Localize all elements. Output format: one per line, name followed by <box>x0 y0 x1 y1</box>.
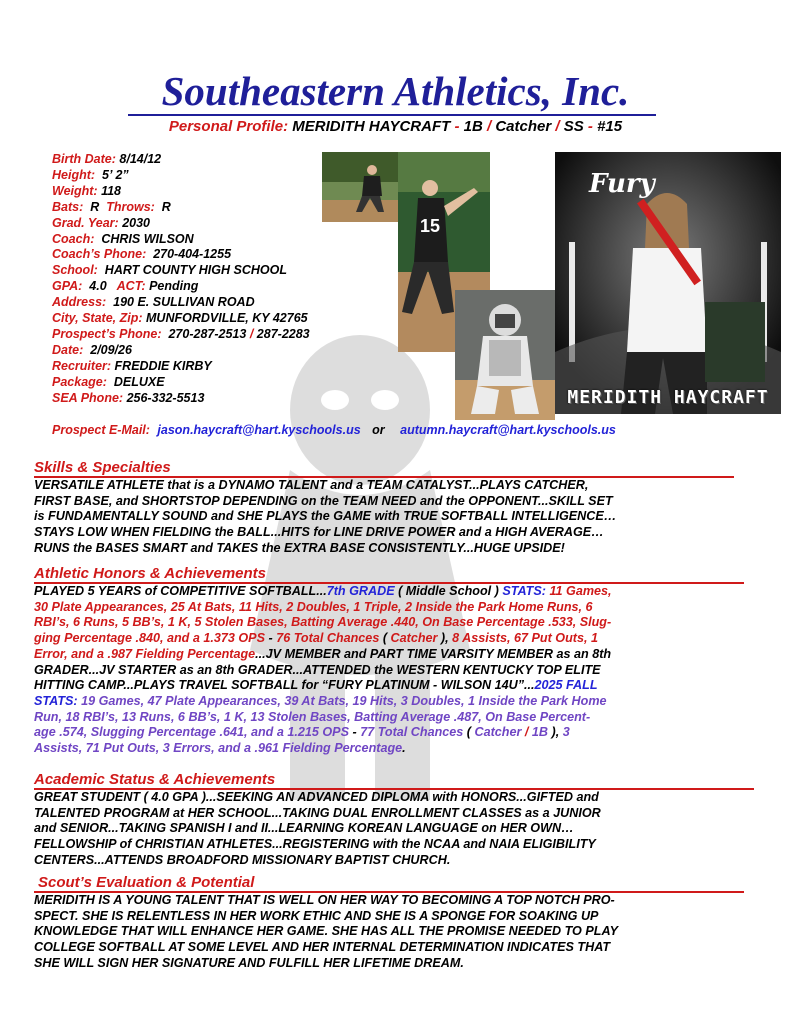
skills-line: FIRST BASE, and SHORTSTOP DEPENDING on the TEAM NEED and the OPPONENT...SKILL SET <box>34 493 613 508</box>
weight-label: Weight: <box>52 183 98 198</box>
act-value: Pending <box>149 279 199 294</box>
city-row <box>52 311 322 327</box>
athletic-heading: Athletic Honors & Achievements <box>34 565 266 582</box>
academic-paragraph <box>34 790 760 869</box>
athletic-stats: 76 Total Chances <box>276 631 380 646</box>
athletic-fall-stats: age .574, Slugging Percentage .641, and a 1.215 OPS <box>34 725 349 740</box>
jersey-number: #15 <box>597 118 623 135</box>
athletic-fall-label: 2025 FALL <box>534 678 598 693</box>
recruiter-value: FREDDIE KIRBY <box>114 358 212 373</box>
school-value: HART COUNTY HIGH SCHOOL <box>104 263 287 278</box>
skills-heading: Skills & Specialties <box>34 459 171 476</box>
athletic-line <box>34 694 760 710</box>
photo-fielding <box>322 152 408 222</box>
athletic-fall-stats: 19 Games, 47 Plate Appearances, 39 At Bats, 19 Hits, 3 Doubles, 1 Inside the Park Home <box>77 693 607 708</box>
birth-date-row <box>52 152 322 168</box>
gpa-value: 4.0 <box>89 279 107 294</box>
athletic-stats: ging Percentage .840, and a 1.373 OPS <box>34 631 265 646</box>
academic-line: and SENIOR...TAKING SPANISH I and II...LEARNING KOREAN LANGUAGE on HER OWN… <box>34 821 574 836</box>
address-row <box>52 295 322 311</box>
profile-details <box>52 152 322 407</box>
recruiter-label: Recruiter: <box>52 358 112 373</box>
scout-line: KNOWLEDGE THAT WILL ENHANCE HER GAME. SHE HAS ALL THE PROMISE NEEDED TO PLAY <box>34 924 619 939</box>
grad-year-row <box>52 216 322 232</box>
athletic-line <box>34 584 760 600</box>
athletic-grade: 7th GRADE <box>326 584 395 598</box>
skills-line: is FUNDAMENTALLY SOUND and SHE PLAYS the GAME with TRUE SOFTBALL INTELLIGENCE… <box>34 509 617 524</box>
prospect-phone-value-2: 287-2283 <box>256 326 310 341</box>
skills-line: VERSATILE ATHLETE that is a DYNAMO TALENT and a TEAM CATALYST...PLAYS CATCHER, <box>34 478 589 492</box>
weight-value: 118 <box>101 183 122 198</box>
scout-line: SPECT. SHE IS RELENTLESS IN HER WORK ETHIC AND SHE IS A SPONGE FOR SOAKING UP <box>34 908 599 923</box>
act-label: ACT: <box>116 279 146 294</box>
sea-phone-row <box>52 391 322 407</box>
scout-line: MERIDITH IS A YOUNG TALENT THAT IS WELL ON HER WAY TO BECOMING A TOP NOTCH PRO- <box>34 893 615 907</box>
scout-paragraph <box>34 893 760 972</box>
slash-separator: / <box>487 118 492 135</box>
bats-label: Bats: <box>52 199 84 214</box>
date-label: Date: <box>52 342 84 357</box>
grad-year-value: 2030 <box>122 215 150 230</box>
position-1b: 1B <box>463 118 483 135</box>
grad-year-label: Grad. Year: <box>52 215 119 230</box>
date-value: 2/09/26 <box>90 342 132 357</box>
athletic-separator: / <box>521 725 532 740</box>
email-label: Prospect E-Mail: <box>52 423 150 437</box>
athletic-stats-label: STATS: <box>34 693 78 708</box>
coach-value: CHRIS WILSON <box>101 231 194 246</box>
scout-line: COLLEGE SOFTBALL AT SOME LEVEL AND HER INTERNAL DETERMINATION INDICATES THAT <box>34 940 611 955</box>
athletic-line <box>34 741 760 757</box>
athletic-text: ( <box>463 725 475 740</box>
position-ss: SS <box>563 118 584 135</box>
throws-value: R <box>161 199 171 214</box>
athletic-stats-line: 30 Plate Appearances, 25 At Bats, 11 Hits, 2 Doubles, 1 Triple, 2 Inside the Park Home Runs, 6 <box>34 599 593 614</box>
coach-row <box>52 232 322 248</box>
package-label: Package: <box>52 374 107 389</box>
athletic-text: ( Middle School ) <box>394 584 503 598</box>
athletic-stats-label: STATS: <box>502 584 546 598</box>
profile-subtitle <box>0 118 791 136</box>
athletic-fall-stats: 1B <box>531 725 549 740</box>
athletic-fall-stats: Assists, 71 Put Outs, 3 Errors, and a .961 Fielding Percentage <box>34 741 403 756</box>
gpa-row <box>52 279 322 295</box>
school-row <box>52 263 322 279</box>
academic-line: FELLOWSHIP of CHRISTIAN ATHLETES...REGISTERING with the NCAA and NAIA ELIGIBILITY <box>34 837 596 852</box>
athletic-paragraph <box>34 584 760 757</box>
academic-heading: Academic Status & Achievements <box>34 771 276 788</box>
package-value: DELUXE <box>113 374 165 389</box>
athlete-name: MERIDITH HAYCRAFT <box>292 118 451 135</box>
profile-label: Personal Profile: <box>168 118 289 135</box>
email-link-1[interactable]: jason.haycraft@hart.kyschools.us <box>157 423 361 437</box>
throws-label: Throws: <box>106 199 155 214</box>
athletic-text: ( <box>379 631 391 646</box>
address-value: 190 E. SULLIVAN ROAD <box>113 295 255 310</box>
slash-separator: / <box>555 118 560 135</box>
academic-line: TALENTED PROGRAM at HER SCHOOL...TAKING DUAL ENROLLMENT CLASSES as a JUNIOR <box>34 805 601 820</box>
photo-banner <box>555 152 781 414</box>
package-row <box>52 375 322 391</box>
page-title: Southeastern Athletics, Inc. <box>161 68 630 114</box>
city-value: MUNFORDVILLE, KY 42765 <box>146 311 308 326</box>
prospect-phone-label: Prospect’s Phone: <box>52 326 162 341</box>
academic-line: GREAT STUDENT ( 4.0 GPA )...SEEKING AN ADVANCED DIPLOMA with HONORS...GIFTED and <box>34 790 599 804</box>
scout-heading: Scout’s Evaluation & Potential <box>38 874 255 891</box>
sea-phone-label: SEA Phone: <box>52 390 124 405</box>
sea-phone-value: 256-332-5513 <box>126 390 205 405</box>
athletic-fall-stats: Catcher <box>474 725 522 740</box>
athletic-text: ), <box>548 725 563 740</box>
athletic-stats: 11 Games, <box>545 584 612 598</box>
date-row <box>52 343 322 359</box>
height-row <box>52 168 322 184</box>
athletic-text: ), <box>437 631 453 646</box>
athletic-line <box>34 631 760 647</box>
prospect-phone-value-1: 270-287-2513 <box>168 326 247 341</box>
athletic-text: . <box>402 741 406 756</box>
prospect-phone-row <box>52 327 322 343</box>
position-catcher: Catcher <box>495 118 552 135</box>
athletic-text: - <box>348 725 361 740</box>
height-value: 5’ 2” <box>102 167 129 182</box>
photo-catcher <box>455 290 555 420</box>
address-label: Address: <box>52 295 107 310</box>
coach-phone-value: 270-404-1255 <box>153 247 232 262</box>
athletic-stats-line: RBI’s, 6 Runs, 5 BB’s, 1 K, 5 Stolen Bases, Batting Average .440, On Base Percentage .533, Slug- <box>34 615 612 630</box>
weight-row <box>52 184 322 200</box>
coach-phone-label: Coach’s Phone: <box>52 247 147 262</box>
email-row <box>52 423 616 437</box>
recruiter-row <box>52 359 322 375</box>
athletic-text-line: GRADER...JV STARTER as an 8th GRADER...ATTENDED the WESTERN KENTUCKY TOP ELITE <box>34 662 601 677</box>
bats-value: R <box>90 199 100 214</box>
academic-line: CENTERS...ATTENDS BROADFORD MISSIONARY BAPTIST CHURCH. <box>34 852 451 867</box>
athletic-text: PLAYED 5 YEARS of COMPETITIVE SOFTBALL... <box>34 584 327 598</box>
athletic-line <box>34 647 760 663</box>
scout-line: SHE WILL SIGN HER SIGNATURE AND FULFILL HER LIFETIME DREAM. <box>34 955 464 970</box>
banner-athlete-name: MERIDITH HAYCRAFT <box>567 387 769 408</box>
height-label: Height: <box>52 167 96 182</box>
athletic-stats: Catcher <box>390 631 438 646</box>
birth-date-value: 8/14/12 <box>119 152 162 166</box>
athletic-text: ...JV MEMBER and PART TIME VARSITY MEMBER as an 8th <box>255 646 612 661</box>
athletic-fall-stats: 3 <box>562 725 570 740</box>
birth-date-label: Birth Date: <box>52 152 116 166</box>
athletic-stats: 8 Assists, 67 Put Outs, 1 <box>452 631 598 646</box>
coach-phone-row <box>52 247 322 263</box>
athletic-fall-stats-line: Run, 18 RBI’s, 13 Runs, 6 BB’s, 1 K, 13 Stolen Bases, Batting Average .487, On Base Percent- <box>34 709 591 724</box>
dash-separator: - <box>454 118 460 135</box>
athletic-stats: Error, and a .987 Fielding Percentage <box>34 646 256 661</box>
skills-line: STAYS LOW WHEN FIELDING the BALL...HITS for LINE DRIVE POWER and a HIGH AVERAGE… <box>34 525 604 540</box>
coach-label: Coach: <box>52 231 95 246</box>
school-label: School: <box>52 263 98 278</box>
athletic-line <box>34 725 760 741</box>
svg-text:15: 15 <box>420 216 441 236</box>
skills-paragraph <box>34 478 760 557</box>
title-underline <box>128 114 656 116</box>
gpa-label: GPA: <box>52 279 83 294</box>
email-link-2[interactable]: autumn.haycraft@hart.kyschools.us <box>400 423 616 437</box>
athletic-line <box>34 678 760 694</box>
athletic-text: - <box>265 631 277 646</box>
skills-line: RUNS the BASES SMART and TAKES the EXTRA BASE CONSISTENTLY...HUGE UPSIDE! <box>34 540 565 555</box>
athletic-text: HITTING CAMP...PLAYS TRAVEL SOFTBALL for “FURY PLATINUM - WILSON 14U”... <box>34 678 535 693</box>
bats-throws-row <box>52 200 322 216</box>
athletic-fall-stats: 77 Total Chances <box>360 725 464 740</box>
email-or: or <box>372 423 385 437</box>
dash-separator: - <box>587 118 593 135</box>
city-label: City, State, Zip: <box>52 311 143 326</box>
phone-separator: / <box>249 326 254 341</box>
fury-logo: Fury <box>589 169 655 199</box>
